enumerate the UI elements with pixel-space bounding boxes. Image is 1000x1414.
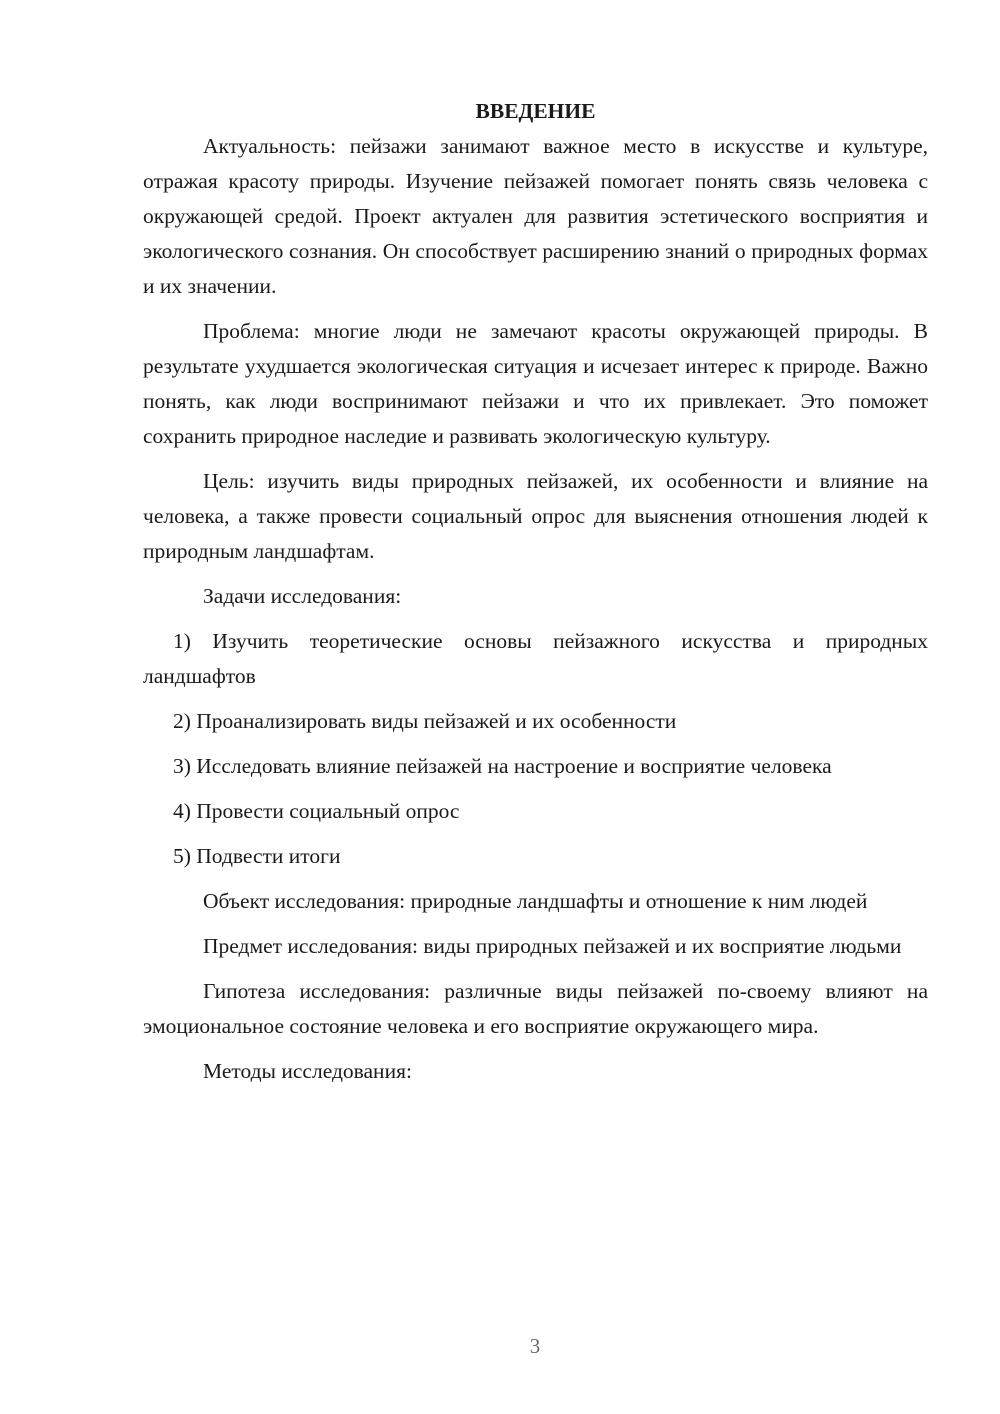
task-item: 3) Исследовать влияние пейзажей на настроение и восприятие человека [173, 754, 832, 778]
document-page [143, 94, 928, 1099]
tasks-title: Задачи исследования: [203, 584, 402, 608]
object-paragraph: Объект исследования: природные ландшафты и отношение к ним людей [203, 889, 868, 913]
task-item: 4) Провести социальный опрос [173, 799, 460, 823]
task-item: 2) Проанализировать виды пейзажей и их особенности [173, 709, 677, 733]
relevance-paragraph: Актуальность: пейзажи занимают важное место в искусстве и культуре, отражая красоту природы. Изучение пейзажей помогает понять связь человека с окружающей средой. Проект актуален для развития эстетического восприятия и экологического сознания. Он способствует расширению знаний о природных формах и их значении. [143, 134, 928, 298]
page-title: ВВЕДЕНИЕ [475, 99, 596, 123]
task-item: 1) Изучить теоретические основы пейзажного искусства и природных ландшафтов [143, 629, 928, 688]
goal-paragraph: Цель: изучить виды природных пейзажей, их особенности и влияние на человека, а также провести социальный опрос для выяснения отношения людей к природным ландшафтам. [143, 469, 928, 563]
problem-paragraph: Проблема: многие люди не замечают красоты окружающей природы. В результате ухудшается экологическая ситуация и исчезает интерес к природе. Важно понять, как люди воспринимают пейзажи и что их привлекает. Это поможет сохранить природное наследие и развивать экологическую культуру. [143, 319, 928, 448]
task-item: 5) Подвести итоги [173, 844, 341, 868]
hypothesis-paragraph: Гипотеза исследования: различные виды пейзажей по-своему влияют на эмоциональное состояние человека и его восприятие окружающего мира. [143, 979, 928, 1038]
methods-title: Методы исследования: [203, 1059, 412, 1083]
subject-paragraph: Предмет исследования: виды природных пейзажей и их восприятие людьми [203, 934, 902, 958]
page-number: 3 [529, 1334, 541, 1358]
